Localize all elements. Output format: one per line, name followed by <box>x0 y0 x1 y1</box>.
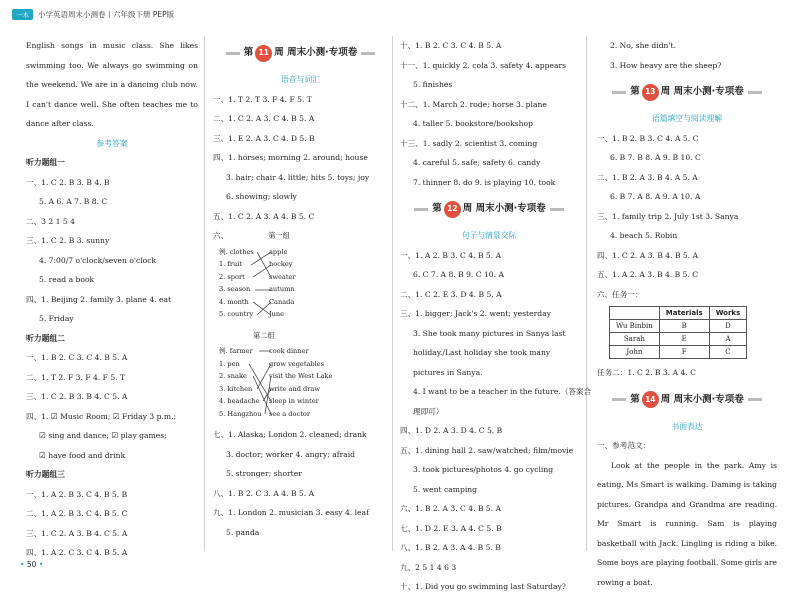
answer-line: 九、2 5 1 4 6 3 <box>400 562 457 572</box>
column-2 <box>213 36 388 542</box>
answer-line: 二、1. T 2. F 3. F 4. F 5. T <box>26 372 126 382</box>
group3-title: 听力题组三 <box>26 470 65 479</box>
column-divider <box>392 36 393 551</box>
answer-line: 二、1. C 2. A 3. C 4. B 5. A <box>213 114 315 123</box>
decor-bar <box>361 52 375 55</box>
column-divider <box>586 36 587 551</box>
answer-line: 七、1. D 2. E 3. A 4. C 5. B <box>400 523 502 533</box>
table-header-row: Materials Works <box>610 307 747 320</box>
section-subtitle: 书面表达 <box>671 421 703 431</box>
answer-line: 八、1. B 2. C 3. A 4. B 5. A <box>213 488 315 498</box>
answer-line: 五、1. C 2. A 3. A 4. B 5. C <box>213 211 315 221</box>
section-subtitle: 句子与情景交际 <box>461 231 517 240</box>
answer-line: 5. panda <box>226 527 260 537</box>
answer-line: 5. stronger; shorter <box>226 469 302 478</box>
column-1 <box>26 36 198 563</box>
answer-line: 四、1. ☑ Music Room; ☑ Friday 3 p.m.; <box>26 411 177 421</box>
answer-line: 四、1. horses; morning 2. around; house <box>213 153 368 162</box>
answer-line: 一、1. A 2. B 3. C 4. B 5. B <box>26 489 128 499</box>
answer-line: 五、1. dining hall 2. saw/watched; film/movie <box>400 445 574 455</box>
table-row: Wu Binbin B D <box>610 320 747 333</box>
answer-line: 5. Friday <box>39 314 74 323</box>
answer-line: 八、1. B 2. A 3. A 4. B 5. B <box>400 543 501 552</box>
answer-line: 5. went camping <box>413 484 478 494</box>
matching-diagram-2 <box>213 345 388 425</box>
answer-line: 四、1. A 2. C 3. C 4. B 5. A <box>26 548 128 557</box>
answer-line: 4. beach 5. Robin <box>610 231 678 240</box>
table-row: John F C <box>610 346 747 359</box>
answer-line: 3. How heavy are the sheep? <box>610 60 722 70</box>
answer-line: 十三、1. sadly 2. scientist 3. coming <box>400 138 538 148</box>
answer-line: 四、1. Beijing 2. family 3. plane 4. eat <box>26 294 172 304</box>
answer-line: 4. careful 5. safe; safety 6. candy <box>413 158 541 167</box>
task-table <box>609 306 747 359</box>
week-number-badge: 12 <box>444 201 461 218</box>
decor-bar <box>612 91 626 94</box>
answer-line: 十一、1. quickly 2. cola 3. safety 4. appears <box>400 60 567 70</box>
intro-passage: English songs in music class. She likes swimming too. We always go swimming on the weekend. We are in a dancing club now. I can't dance well. She often teaches me to dance after class. <box>26 41 198 128</box>
match-right-column: apple hockey sweater autumn Canada June <box>269 247 296 318</box>
answer-line: 3. took pictures/photos 4. go cycling <box>413 465 554 474</box>
week-13-heading: 第 13 周 周末小测·专项卷 <box>597 81 777 103</box>
answer-line: 理即可） <box>413 406 444 416</box>
brand-logo: 一本 <box>12 9 33 20</box>
answer-line: 九、1. London 2. musician 3. easy 4. leaf <box>213 508 369 517</box>
week-12-heading: 第 12 周 周末小测·专项卷 <box>400 198 578 220</box>
answer-line: 任务二：1. C 2. B 3. A 4. C <box>597 368 696 377</box>
group-label: 第一组 <box>268 231 290 240</box>
answer-line: 4. 7:00/7 o'clock/seven o'clock <box>39 255 157 265</box>
sample-essay: Look at the people in the park. Amy is eating. Ms Smart is walking. Daming is taking pictures. Grandpa and Grandma are reading. Mr Smart is running. Sam is playing basketball with Jack. Lingling is riding a bike. Some boys are playing football. Some girls are rowing a boat. <box>597 460 777 587</box>
answer-line: 三、1. C 2. B 3. B 4. C 5. A <box>26 392 128 401</box>
answer-line: ☑ have food and drink <box>39 450 126 460</box>
matching-header: 六、 第一组 <box>213 226 388 246</box>
answer-line: 2. No, she didn't. <box>610 41 676 50</box>
answer-line: 七、1. Alaska; London 2. cleaned; drank <box>213 430 367 439</box>
column-4 <box>597 36 777 592</box>
answer-line: 三、1. C 2. A 3. B 4. C 5. A <box>26 528 128 538</box>
answer-line: 4. I want to be a teacher in the future.（答案合 <box>413 387 592 396</box>
column-3 <box>400 36 592 597</box>
answer-line: 十二、1. March 2. rode; horse 3. plane <box>400 99 547 109</box>
group1-title: 听力题组一 <box>26 158 65 167</box>
group-label: 第二组 <box>253 330 275 340</box>
answer-line: 二、1. A 2. B 3. C 4. B 5. C <box>26 509 128 518</box>
answer-line: 六、1. B 2. A 3. C 4. B 5. A <box>400 504 502 513</box>
answer-line: 三、1. bigger; Jack's 2. went; yesterday <box>400 309 551 318</box>
answer-line: 3. She took many pictures in Sanya last <box>413 328 566 338</box>
answer-line: 3. doctor; worker 4. angry; afraid <box>226 449 356 459</box>
answer-line: 6. showing; slowly <box>226 192 297 201</box>
answer-title: 参考答案 <box>96 138 128 148</box>
week-14-heading: 第 14 周 周末小测·专项卷 <box>597 389 777 411</box>
answer-line: 一、1. B 2. C 3. C 4. B 5. A <box>26 353 128 362</box>
answer-line: 十、1. Did you go swimming last Saturday? <box>400 582 566 591</box>
answer-line: 一、1. T 2. T 3. F 4. F 5. T <box>213 94 312 104</box>
book-title: 小学英语周末小测卷丨六年级下册 PEP版 <box>38 9 175 19</box>
answer-line: 二、1. B 2. A 3. B 4. A 5. A <box>597 172 698 182</box>
answer-line: 6. B 7. B 8. A 9. B 10. C <box>610 153 701 162</box>
matching-diagram-1 <box>213 246 388 326</box>
answer-line: 一、1. A 2. B 3. C 4. B 5. A <box>400 250 502 260</box>
week-number-badge: 11 <box>255 45 272 62</box>
answer-line: 四、1. C 2. A 3. B 4. B 5. A <box>597 250 699 260</box>
match-right-column: cook dinner grow vegetables visit the West Lake write and draw sleep in winter see a doctor <box>269 347 333 418</box>
answer-line: 3. hair; chair 4. little; hits 5. toys; joy <box>226 172 370 182</box>
answer-line: 6. C 7. A 8. B 9. C 10. A <box>413 270 504 279</box>
answer-line: holiday./Last holiday she took many <box>413 348 551 357</box>
answer-line: pictures in Sanya. <box>413 367 483 377</box>
decor-bar <box>226 52 240 55</box>
answer-line: 一、1. C 2. B 3. B 4. B <box>26 177 110 187</box>
answer-line: 三、1. E 2. A 3. C 4. D 5. B <box>213 133 315 143</box>
decor-bar <box>612 398 626 401</box>
answer-line: 十、1. B 2. C 3. C 4. B 5. A <box>400 41 502 50</box>
decor-bar <box>550 208 564 211</box>
answer-line: 6. B 7. A 8. A 9. A 10. A <box>610 192 701 201</box>
column-divider <box>204 36 205 551</box>
week-number-badge: 13 <box>642 84 659 101</box>
answer-line: 二、3 2 1 5 4 <box>26 216 75 226</box>
dot-icon: • <box>38 560 44 569</box>
answer-line: 三、1. C 2. B 3. sunny <box>26 236 110 245</box>
answer-line: 5. finishes <box>413 80 453 89</box>
section-subtitle: 语音与词汇 <box>281 75 320 84</box>
decor-bar <box>748 398 762 401</box>
answer-line: 5. read a book <box>39 275 95 284</box>
answer-line: 4. taller 5. bookstore/bookshop <box>413 119 533 128</box>
dot-icon: • <box>20 560 25 569</box>
page-number: • 50 • <box>20 560 44 569</box>
answer-line: 5. A 6. A 7. B 8. C <box>39 197 108 206</box>
decor-bar <box>414 208 428 211</box>
answer-line: 二、1. C 2. E 3. D 4. B 5. A <box>400 289 502 299</box>
sample-label: 一、参考范文： <box>597 441 651 450</box>
section-subtitle: 语篇填空与阅读理解 <box>651 114 723 123</box>
match-left-column: 例. clothes 1. fruit 2. sport 3. season 4. month 5. country <box>219 247 254 318</box>
table-row: Sarah E A <box>610 333 747 346</box>
decor-bar <box>748 91 762 94</box>
match-left-column: 例. farmer 1. pen 2. snake 3. kitchen 4. headache 5. Hangzhou <box>219 347 262 418</box>
answer-line: 三、1. family trip 2. July 1st 3. Sanya <box>597 211 739 221</box>
group2-title: 听力题组二 <box>26 333 65 343</box>
answer-line: ☑ sing and dance; ☑ play games; <box>39 431 167 440</box>
answer-line: 六、任务一： <box>597 289 643 299</box>
answer-line: 7. thinner 8. do 9. is playing 10. took <box>413 177 556 187</box>
answer-line: 一、1. B 2. B 3. C 4. A 5. C <box>597 133 699 143</box>
week-number-badge: 14 <box>642 391 659 408</box>
answer-line: 四、1. D 2. A 3. D 4. C 5. B <box>400 426 503 435</box>
week-11-heading: 第 11 周 周末小测·专项卷 <box>213 42 388 64</box>
page-header <box>12 6 174 22</box>
answer-line: 五、1. A 2. A 3. B 4. B 5. C <box>597 270 699 279</box>
